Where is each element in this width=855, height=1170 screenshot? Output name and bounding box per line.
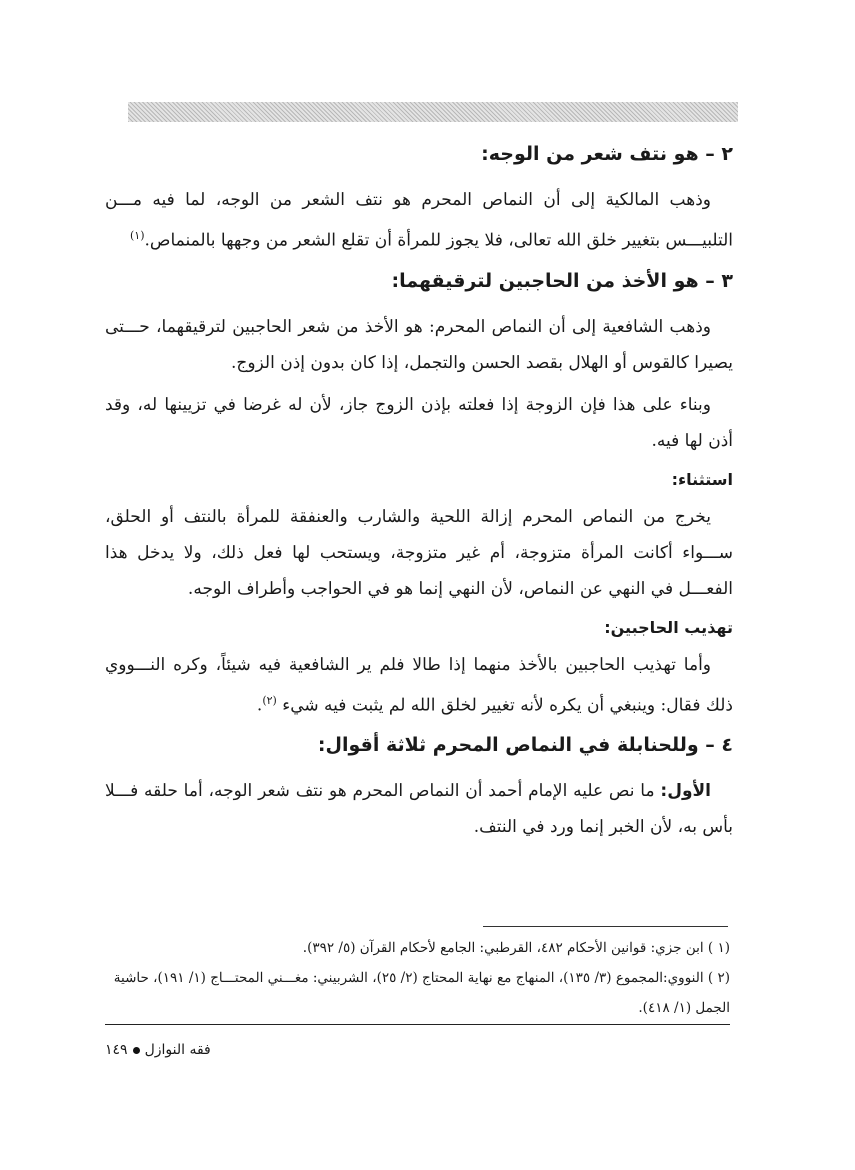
footnote-2: (٢ ) النووي:المجموع (٣/ ١٣٥)، المنهاج مع نهاية المحتاج (٢/ ٢٥)، الشربيني: مغـــني المحتـــاج (١/ ١٩١)، حاشية الجمل (١/ ٤١٨). bbox=[113, 970, 730, 1016]
section-3-paragraph-1: وذهب الشافعية إلى أن النماص المحرم: هو الأخذ من شعر الحاجبين لترقيقهما، حـــتى يصيرا كالقوس أو الهلال بقصد الحسن والتجمل، إذا كان بدون إذن الزوج. bbox=[105, 316, 733, 373]
exception-heading: استثناء: bbox=[671, 469, 733, 489]
footnotes bbox=[105, 933, 730, 1023]
section-4-text: ما نص عليه الإمام أحمد أن النماص المحرم هو نتف شعر الوجه، أما حلقه فـــلا بأس به، لأن الخبر إنما ورد في النتف. bbox=[105, 781, 733, 838]
exception-paragraph: يخرج من النماص المحرم إزالة اللحية والشارب والعنفقة للمرأة بالنتف أو الحلق، ســـواء أكانت المرأة متزوجة، أم غير متزوجة، ويستحب لها فعل ذلك، ولا يدخل هذا الفعـــل في النهي عن النماص، لأن النهي إنما هو في الحواجب وأطراف الوجه. bbox=[105, 506, 733, 599]
footnote-ref-1[interactable]: (١) bbox=[129, 229, 145, 242]
footnote-ref-2[interactable]: (٢) bbox=[262, 693, 277, 707]
section-4-paragraph bbox=[105, 773, 733, 845]
footnote-separator bbox=[483, 926, 728, 927]
section-2-text: وذهب المالكية إلى أن النماص المحرم هو نتف الشعر من الوجه، لما فيه مـــن التلبيـــس بتغيير خلق الله تعالى، فلا يجوز للمرأة أن تقلع الشعر من وجهها بالمنماص. bbox=[105, 190, 733, 251]
section-4-heading: ٤ – وللحنابلة في النماص المحرم ثلاثة أقوال: bbox=[317, 734, 733, 757]
book-title: فقه النوازل bbox=[144, 1042, 211, 1058]
main-content bbox=[105, 132, 733, 851]
header-decorative-band bbox=[128, 102, 738, 122]
section-3-heading: ٣ – هو الأخذ من الحاجبين لترقيقهما: bbox=[391, 269, 733, 292]
eyebrow-trimming-paragraph bbox=[105, 647, 733, 724]
section-3-paragraph-2: وبناء على هذا فإن الزوجة إذا فعلته بإذن الزوج جاز، لأن له غرضا في تزيينها له، وقد أذن لها فيه. bbox=[105, 394, 733, 451]
first-opinion-label: الأول: bbox=[660, 781, 711, 802]
section-2-heading: ٢ – هو نتف شعر من الوجه: bbox=[481, 143, 733, 165]
page-number: ١٤٩ bbox=[105, 1042, 128, 1058]
bottom-rule bbox=[105, 1024, 730, 1025]
section-2-paragraph bbox=[105, 182, 733, 259]
eyebrow-trimming-end: . bbox=[256, 695, 263, 716]
eyebrow-trimming-heading: تهذيب الحاجبين: bbox=[604, 617, 733, 637]
page-folio bbox=[105, 1042, 211, 1058]
footnote-1: (١ ) ابن جزي: قوانين الأحكام ٤٨٢، القرطبي: الجامع لأحكام القرآن (٥/ ٣٩٢). bbox=[302, 940, 730, 956]
eyebrow-trimming-text: وأما تهذيب الحاجبين بالأخذ منهما إذا طالا فلم ير الشافعية فيه شيئاً، وكره النـــووي ذلك فقال: وينبغي أن يكره لأنه تغيير لخلق الله لم يثبت فيه شيء bbox=[105, 654, 733, 716]
bullet-icon bbox=[133, 1047, 140, 1054]
